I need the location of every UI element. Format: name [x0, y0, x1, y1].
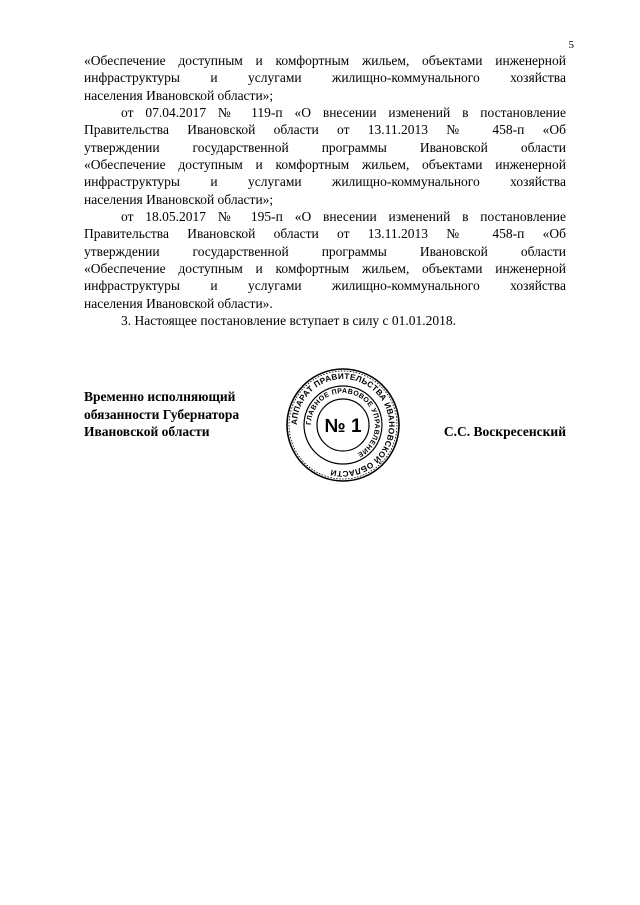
body-line: «Обеспечение доступным и комфортным жильем, объектами инженерной	[84, 53, 566, 68]
body-line: от 18.05.2017 № 195-п «О внесении изменений в постановление	[121, 209, 566, 225]
stamp-number: № 1	[324, 416, 362, 437]
body-line: Правительства Ивановской области от 13.11.2013 № 458-п «Об	[84, 122, 566, 138]
signature-block	[84, 371, 566, 488]
body-line: населения Ивановской области».	[84, 295, 273, 311]
body-line: инфраструктуры и услугами жилищно-коммунального хозяйства	[84, 174, 566, 190]
body-line: населения Ивановской области»;	[84, 191, 274, 207]
body-line: «Обеспечение доступным и комфортным жильем, объектами инженерной	[84, 157, 566, 173]
body-text	[84, 52, 566, 330]
signer-position-line: обязанности Губернатора	[84, 406, 240, 422]
signer-name: С.С. Воскресенский	[443, 424, 566, 439]
page-number: 5	[568, 39, 574, 51]
body-line: Правительства Ивановской области от 13.11.2013 № 458-п «Об	[84, 226, 566, 242]
body-line: «Обеспечение доступным и комфортным жильем, объектами инженерной	[84, 261, 566, 277]
body-line: утверждении государственной программы Ивановской области	[84, 243, 566, 259]
stamp-inner-text: ГЛАВНОЕ ПРАВОВОЕ УПРАВЛЕНИЕ	[305, 387, 381, 459]
signer-position-line: Временно исполняющий	[84, 389, 236, 404]
body-line: инфраструктуры и услугами жилищно-коммунального хозяйства	[84, 278, 566, 294]
body-line: 3. Настоящее постановление вступает в силу с 01.01.2018.	[121, 313, 457, 329]
official-stamp	[285, 367, 401, 483]
stamp-outer-text: АППАРАТ ПРАВИТЕЛЬСТВА ИВАНОВСКОЙ ОБЛАСТИ	[289, 371, 397, 479]
body-line: населения Ивановской области»;	[84, 87, 274, 103]
body-line: утверждении государственной программы Ивановской области	[84, 139, 566, 155]
signer-position	[84, 388, 239, 441]
signer-position-line: Ивановской области	[84, 424, 210, 439]
body-line: от 07.04.2017 № 119-п «О внесении изменений в постановление	[121, 105, 566, 121]
body-line: инфраструктуры и услугами жилищно-коммунального хозяйства	[84, 70, 566, 86]
